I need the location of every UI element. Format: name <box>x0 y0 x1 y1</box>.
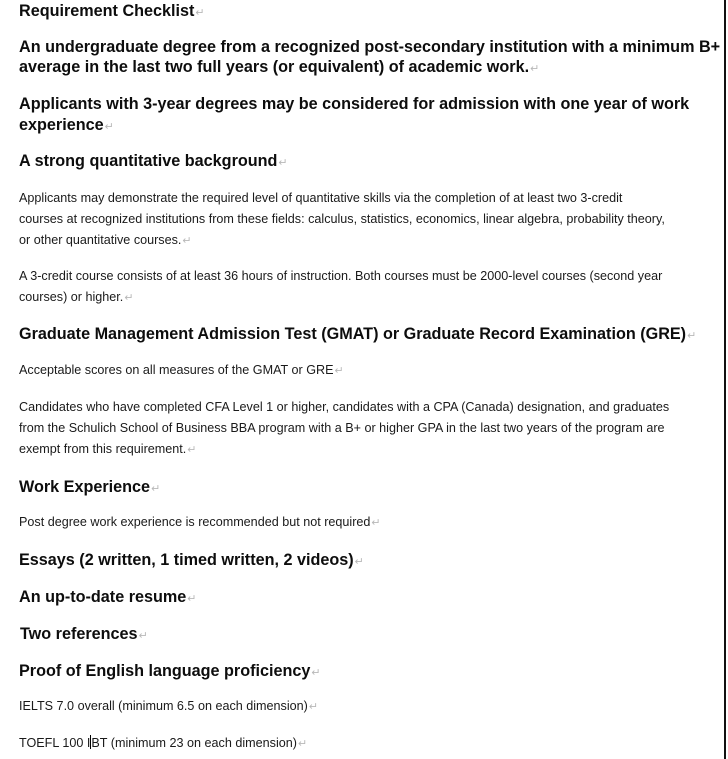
three-year-line-1-text: Applicants with 3-year degrees may be considered for admission with one year of work <box>19 95 690 113</box>
resume-heading <box>19 587 197 609</box>
quant-para-2-line-2-text: courses) or higher. <box>19 290 124 304</box>
quant-para-2-line-2 <box>19 287 134 309</box>
three-year-line-2-text: experience <box>19 116 104 134</box>
toefl-text-before-cursor: TOEFL 100 I <box>19 736 91 750</box>
gmat-para-2-line-3-text: exempt from this requirement. <box>19 442 187 456</box>
paragraph-mark-icon: ↵ <box>187 444 197 456</box>
gmat-para-2-line-3 <box>19 439 197 461</box>
english-heading-text: Proof of English language proficiency <box>19 662 311 680</box>
quant-heading-text: A strong quantitative background <box>19 152 278 170</box>
work-heading <box>19 477 160 499</box>
gmat-heading-text: Graduate Management Admission Test (GMAT) or Graduate Record Examination (GRE) <box>19 325 687 343</box>
ielts-text: IELTS 7.0 overall (minimum 6.5 on each dimension) <box>19 699 308 713</box>
paragraph-mark-icon: ↵ <box>308 701 319 713</box>
gmat-para-1 <box>19 360 344 382</box>
essays-heading <box>19 550 364 572</box>
paragraph-mark-icon: ↵ <box>195 7 205 19</box>
paragraph-mark-icon: ↵ <box>311 667 321 679</box>
references-text: Two references <box>20 625 138 643</box>
paragraph-mark-icon: ↵ <box>182 235 192 247</box>
english-heading <box>19 661 321 683</box>
toefl-text-after-cursor: BT (minimum 23 on each dimension) <box>91 736 297 750</box>
gmat-para-1-text: Acceptable scores on all measures of the GMAT or GRE <box>19 363 334 377</box>
three-year-degree-line-2 <box>19 115 114 137</box>
undergrad-line-2-text: average in the last two full years (or equivalent) of academic work. <box>19 58 530 76</box>
paragraph-mark-icon: ↵ <box>124 292 134 304</box>
references-heading <box>20 624 148 646</box>
gmat-para-2-line-2-text: from the Schulich School of Business BBA program with a B+ or higher GPA in the last two years of the program are <box>19 421 665 435</box>
undergrad-requirement-line-1 <box>19 37 720 57</box>
paragraph-mark-icon: ↵ <box>138 630 148 642</box>
essays-text: Essays (2 written, 1 timed written, 2 videos) <box>19 551 354 569</box>
quant-para-1-line-1-text: Applicants may demonstrate the required level of quantitative skills via the completion of at least two 3-credit <box>19 191 623 205</box>
quant-para-1-line-3-text: or other quantitative courses. <box>19 233 182 247</box>
work-para-text: Post degree work experience is recommended but not required <box>19 515 371 529</box>
quant-para-1-line-2-text: courses at recognized institutions from these fields: calculus, statistics, economics, linear algebra, probability theory, <box>19 212 665 226</box>
quant-para-2-line-1-text: A 3-credit course consists of at least 36 hours of instruction. Both courses must be 2000-level courses (second year <box>19 269 663 283</box>
quant-para-1-line-2 <box>19 209 665 230</box>
quant-para-1-line-3 <box>19 230 192 252</box>
gmat-para-2-line-1 <box>19 397 669 418</box>
paragraph-mark-icon: ↵ <box>297 738 308 750</box>
page-edge-divider <box>724 0 726 759</box>
paragraph-mark-icon: ↵ <box>530 63 540 75</box>
work-heading-text: Work Experience <box>19 478 151 496</box>
title-text: Requirement Checklist <box>19 2 195 20</box>
gmat-para-2-line-2 <box>19 418 665 439</box>
paragraph-mark-icon: ↵ <box>354 556 364 568</box>
paragraph-mark-icon: ↵ <box>187 593 197 605</box>
paragraph-mark-icon: ↵ <box>334 365 344 377</box>
gmat-heading <box>19 324 696 346</box>
document-title <box>19 1 205 23</box>
paragraph-mark-icon: ↵ <box>371 517 381 529</box>
undergrad-line-1-text: An undergraduate degree from a recognized post-secondary institution with a minimum B+ <box>19 38 721 56</box>
three-year-degree-line-1 <box>19 94 689 114</box>
paragraph-mark-icon: ↵ <box>104 121 114 133</box>
toefl-requirement[interactable] <box>19 733 307 755</box>
resume-text: An up-to-date resume <box>19 588 187 606</box>
gmat-para-2-line-1-text: Candidates who have completed CFA Level 1 or higher, candidates with a CPA (Canada) designation, and graduates <box>19 400 670 414</box>
quant-para-2-line-1 <box>19 266 662 287</box>
paragraph-mark-icon: ↵ <box>278 157 288 169</box>
work-para <box>19 512 381 534</box>
quant-para-1-line-1 <box>19 188 622 209</box>
paragraph-mark-icon: ↵ <box>687 330 697 342</box>
quant-heading <box>19 151 288 173</box>
undergrad-requirement-line-2 <box>19 57 539 79</box>
ielts-requirement <box>19 696 318 718</box>
paragraph-mark-icon: ↵ <box>151 483 161 495</box>
